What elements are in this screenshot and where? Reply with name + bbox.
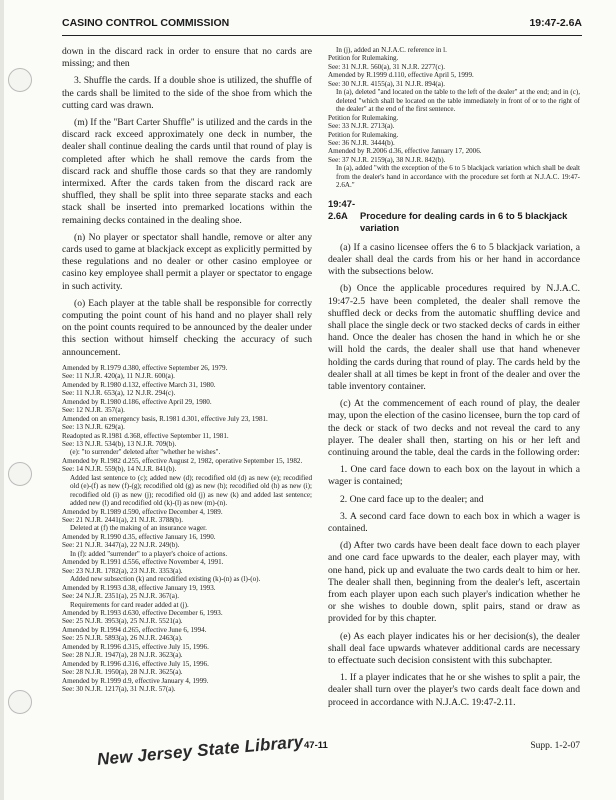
history-note: Amended by R.1979 d.380, effective September 26, 1979. (62, 363, 228, 372)
paragraph-c: (c) At the commencement of each round of play, the dealer may, upon the election of the casino licensee, burn the top card of the deck or stack of two decks and not reveal the card to any player. The dealer shall then, starting on his or her left and continuing around the table, deal the cards in the following order: (328, 398, 580, 458)
history-note: See: 30 N.J.R. 4155(a), 31 N.J.R. 894(a). (328, 79, 446, 88)
paragraph-a: (a) If a casino licensee offers the 6 to 5 blackjack variation, a dealer shall deal the cards from his or her hand in accordance with the subsections below. (328, 241, 580, 278)
list-item: 1. One card face down to each box on the layout in which a wager is contained; (328, 464, 580, 488)
history-note: Readopted as R.1981 d.368, effective September 11, 1981. (62, 431, 229, 440)
history-note: See: 21 N.J.R. 2441(a), 21 N.J.R. 3788(b). (62, 516, 183, 525)
history-note: Petition for Rulemaking. (328, 113, 399, 122)
history-note: In (j), added an N.J.A.C. reference in l. (336, 46, 447, 54)
left-column (62, 46, 312, 694)
history-note: Amended by R.1990 d.35, effective January 16, 1990. (62, 532, 216, 541)
history-note: Amended by R.1996 d.315, effective July 15, 1996. (62, 642, 209, 651)
history-note: Amended by R.1993 d.38, effective January 19, 1993. (62, 583, 216, 592)
history-note: Amended by R.1989 d.590, effective December 4, 1989. (62, 507, 223, 516)
history-note: See: 23 N.J.R. 1782(a), 23 N.J.R. 3353(a). (62, 566, 183, 575)
binder-hole-top (8, 68, 32, 92)
history-note: Added new subsection (k) and recodified existing (k)-(n) as (l)-(o). (70, 575, 261, 584)
history-note: Amended by R.1993 d.630, effective December 6, 1993. (62, 609, 223, 618)
history-note: See: 13 N.J.R. 534(b), 13 N.J.R. 709(b). (62, 439, 177, 448)
history-note: See: 11 N.J.R. 420(a), 11 N.J.R. 600(a). (62, 372, 175, 381)
header-section-number: 19:47-2.6A (529, 17, 582, 29)
history-note: See: 30 N.J.R. 1217(a), 31 N.J.R. 57(a). (62, 685, 176, 694)
history-note: In (a), added "with the exception of the 6 to 5 blackjack variation which shall be dealt from the dealer's hand in accordance with the procedure set forth at N.J.A.C. 19:47-2.6A." (336, 164, 580, 190)
paragraph-d: (d) After two cards have been dealt face down to each player and one card face upwards to the dealer, each player may, with one hand, pick up and evaluate the two cards dealt to him or her. The dealer shall then, beginning from the dealer's left, ascertain from each player upon each such player's indication whether he or she wishes to double down, split pairs, stand or draw as provided for by this chapter. (328, 540, 580, 625)
history-note: Amended by R.1980 d.186, effective April 29, 1980. (62, 397, 212, 406)
page-edge-shadow (0, 0, 4, 800)
history-note: See: 11 N.J.R. 653(a), 12 N.J.R. 294(c). (62, 389, 176, 398)
paragraph-e: (e) As each player indicates his or her decision(s), the dealer shall deal face upwards whatever additional cards are necessary to effectuate such decision consistent with this subchapter. (328, 630, 580, 666)
running-header (62, 17, 582, 36)
list-item: 2. One card face up to the dealer; and (340, 493, 484, 505)
history-note: See: 13 N.J.R. 629(a). (62, 423, 125, 432)
paragraph-o: (o) Each player at the table shall be responsible for correctly computing the point count of his hand and no player shall rely on the point counts required to be announced by the dealer under this section without himself checking the accuracy of such announcement. (62, 297, 312, 358)
history-note: Amended by R.1996 d.316, effective July 15, 1996. (62, 659, 209, 668)
history-note: Amended by R.1999 d.9, effective January 4, 1999. (62, 676, 209, 685)
history-note: See: 36 N.J.R. 3444(b). (328, 138, 395, 147)
supplement-date: Supp. 1-2-07 (530, 741, 580, 751)
paragraph-shuffle-item: 3. Shuffle the cards. If a double shoe is utilized, the shuffle of the cards shall be limited to the side of the shoe from which the cutting card was drawn. (62, 75, 312, 111)
binder-hole-bottom (8, 690, 32, 714)
history-note: Petition for Rulemaking. (328, 54, 399, 63)
history-note: Added last sentence to (c); added new (d); recodified old (d) as new (e); recodified old (e)-(f) as new (f)-(g); recodified old (g) as new (h); recodified old (h) as new (i); recodified old (i) as new (j); recodified old (j) as new (k) and added last sentence; added new (l) and recodified old (k)-(l) as new (m)-(n). (70, 473, 312, 508)
right-column (328, 46, 580, 714)
list-item: 3. A second card face down to each box in which a wager is contained. (328, 510, 580, 534)
history-note: See: 21 N.J.R. 3447(a), 22 N.J.R. 249(b). (62, 541, 180, 550)
page-number: 47-11 (304, 740, 328, 751)
list-item: 1. If a player indicates that he or she wishes to split a pair, the dealer shall turn over the player's two cards dealt face down and proceed in accordance with N.J.A.C. 19:47-2.11. (328, 672, 580, 708)
history-note: Amended by R.1980 d.132, effective March 31, 1980. (62, 380, 216, 389)
history-note: See: 12 N.J.R. 357(a). (62, 406, 125, 415)
history-note: (e): "to surrender" deleted after "whether he wishes". (70, 448, 221, 457)
history-note: See: 25 N.J.R. 5893(a), 26 N.J.R. 2463(a). (62, 634, 183, 643)
history-note: See: 25 N.J.R. 3953(a), 25 N.J.R. 5521(a). (62, 617, 183, 626)
history-note: In (f): added "surrender" to a player's choice of actions. (70, 549, 228, 558)
history-note: Amended by R.1982 d.255, effective August 2, 1982, operative September 15, 1982. (62, 456, 303, 465)
history-note: See: 33 N.J.R. 2713(a). (328, 122, 395, 131)
history-note: See: 31 N.J.R. 560(a), 31 N.J.R. 2277(c). (328, 62, 446, 71)
paragraph-continuation: down in the discard rack in order to ensure that no cards are missing; and then (62, 46, 312, 70)
history-note: See: 28 N.J.R. 1947(a), 28 N.J.R. 3623(a). (62, 651, 183, 660)
history-note: In (a), deleted "and located on the table to the left of the dealer" at the end; and in (c), deleted "which shall be located on the table immediately in front of or to the right of the dealer" at the end of the first sentence. (336, 88, 580, 114)
binder-hole-middle (8, 462, 32, 486)
history-notes-right (328, 46, 580, 190)
paragraph-b: (b) Once the applicable procedures required by N.J.A.C. 19:47-2.5 have been completed, the dealer shall remove the shuffled deck or decks from the automatic shuffling device and shall place the single deck or two stacked decks of cards in either hand. Once the dealer has chosen the hand in which he or she will hold the cards, the dealer shall use that hand whenever holding the cards during that round of play. The cards held by the dealer shall at all times be kept in front of the dealer and over the table inventory container. (328, 283, 580, 392)
header-title: CASINO CONTROL COMMISSION (62, 17, 230, 29)
history-note: Deleted at (f) the making of an insurance wager. (70, 524, 207, 533)
library-stamp: New Jersey State Library (96, 732, 305, 770)
history-note: See: 28 N.J.R. 1950(a), 28 N.J.R. 3625(a). (62, 668, 183, 677)
history-note: See: 24 N.J.R. 2351(a), 25 N.J.R. 367(a). (62, 592, 180, 601)
history-notes-left (62, 364, 312, 694)
history-note: Amended by R.1999 d.110, effective April 5, 1999. (328, 71, 474, 80)
paragraph-m: (m) If the "Bart Carter Shuffle" is utilized and the cards in the discard rack exceed approximately one deck in number, the dealer shall continue dealing the cards until that round of play is completed after which he shall remove the cards from the discard rack and shuffle those cards so that they are randomly intermixed. After the cards taken from the discard rack are shuffled, they shall be split into three separate stacks and each stack shall be inserted into premarked locations within the remaining decks contained in the dealing shoe. (62, 117, 312, 226)
history-note: See: 14 N.J.R. 559(b), 14 N.J.R. 841(b). (62, 465, 177, 474)
section-heading (328, 198, 580, 234)
section-number: 19:47-2.6A (328, 197, 356, 221)
history-note: See: 37 N.J.R. 2159(a), 38 N.J.R. 842(b). (328, 155, 446, 164)
history-note: Requirements for card reader added at (j). (70, 600, 189, 609)
history-note: Amended by R.1991 d.556, effective November 4, 1991. (62, 558, 224, 567)
paragraph-n: (n) No player or spectator shall handle, remove or alter any cards used to game at blackjack except as explicitly permitted by these regulations and no dealer or other casino employee or casino key employee shall permit a player or spectator to engage in such activity. (62, 231, 312, 292)
section-title: Procedure for dealing cards in 6 to 5 blackjack variation (360, 209, 568, 233)
history-note: Amended on an emergency basis, R.1981 d.301, effective July 23, 1981. (62, 414, 268, 423)
history-note: Petition for Rulemaking. (328, 130, 399, 139)
history-note: Amended by R.1994 d.265, effective June 6, 1994. (62, 625, 207, 634)
history-note: Amended by R.2006 d.36, effective January 17, 2006. (328, 147, 482, 156)
